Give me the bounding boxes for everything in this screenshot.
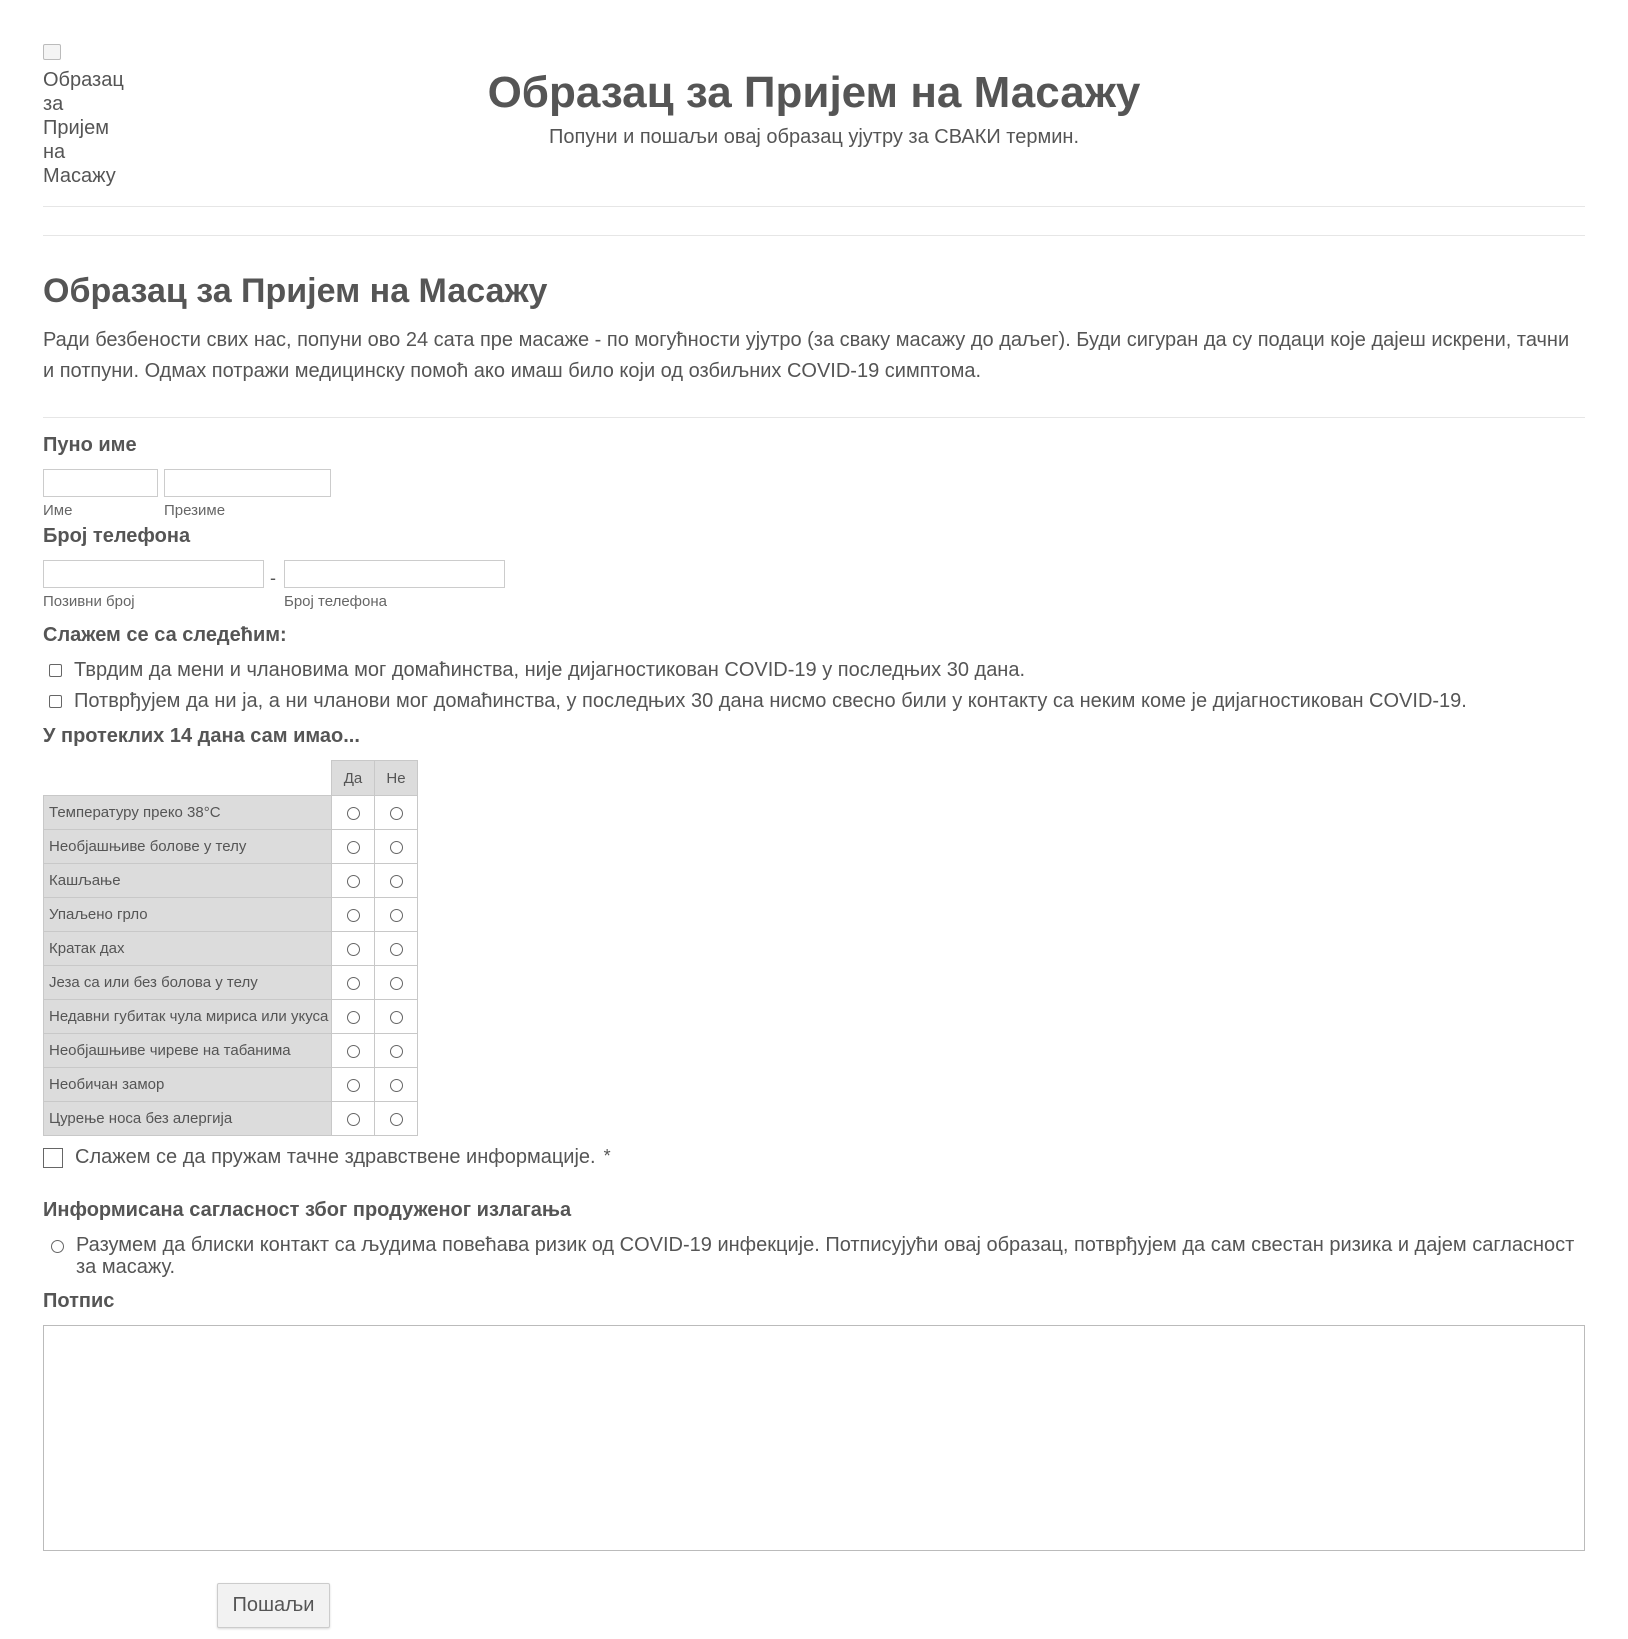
- last-name-sublabel: Презиме: [164, 502, 226, 519]
- matrix-col-no: Не: [375, 761, 418, 796]
- matrix-row: [44, 1102, 418, 1136]
- radio-no[interactable]: [390, 841, 403, 854]
- radio-yes[interactable]: [347, 1045, 360, 1058]
- agree-item-1-checkbox[interactable]: [49, 664, 62, 677]
- matrix-row-label: Недавни губитак чула мириса или укуса: [44, 1000, 332, 1034]
- radio-no[interactable]: [390, 875, 403, 888]
- matrix-cell-yes: [332, 864, 375, 898]
- matrix-cell-yes: [332, 830, 375, 864]
- divider: [43, 207, 1585, 236]
- symptoms-field: [43, 725, 1585, 1136]
- matrix-cell-yes: [332, 966, 375, 1000]
- matrix-row: [44, 830, 418, 864]
- matrix-row-label: Необјашњиве чиреве на табанима: [44, 1034, 332, 1068]
- phone-field: [43, 525, 1585, 610]
- matrix-cell-no: [375, 932, 418, 966]
- matrix-corner: [44, 761, 332, 796]
- radio-no[interactable]: [390, 1079, 403, 1092]
- signature-pad[interactable]: [43, 1325, 1585, 1551]
- agree-label: Слажем се са следећим:: [43, 624, 287, 646]
- matrix-cell-yes: [332, 932, 375, 966]
- radio-no[interactable]: [390, 1011, 403, 1024]
- phone-label: Број телефона: [43, 525, 191, 547]
- matrix-cell-yes: [332, 1034, 375, 1068]
- matrix-cell-yes: [332, 796, 375, 830]
- matrix-cell-no: [375, 1000, 418, 1034]
- consent-option[interactable]: [51, 1234, 1585, 1278]
- matrix-cell-no: [375, 796, 418, 830]
- broken-image-icon: [43, 44, 61, 60]
- matrix-row: [44, 796, 418, 830]
- consent-radio[interactable]: [51, 1240, 64, 1253]
- radio-no[interactable]: [390, 1113, 403, 1126]
- matrix-cell-no: [375, 864, 418, 898]
- matrix-col-yes: Да: [332, 761, 375, 796]
- matrix-row: [44, 1034, 418, 1068]
- matrix-cell-no: [375, 1102, 418, 1136]
- symptoms-label: У протеклих 14 дана сам имао...: [43, 725, 360, 747]
- matrix-cell-yes: [332, 1068, 375, 1102]
- radio-yes[interactable]: [347, 875, 360, 888]
- radio-no[interactable]: [390, 977, 403, 990]
- matrix-row: [44, 864, 418, 898]
- signature-field: [43, 1290, 1585, 1551]
- matrix-row-label: Кашљање: [44, 864, 332, 898]
- matrix-cell-yes: [332, 898, 375, 932]
- full-name-field: [43, 434, 1585, 519]
- matrix-cell-no: [375, 1034, 418, 1068]
- radio-yes[interactable]: [347, 943, 360, 956]
- matrix-row: [44, 966, 418, 1000]
- matrix-cell-no: [375, 898, 418, 932]
- last-name-input[interactable]: [164, 469, 331, 497]
- radio-yes[interactable]: [347, 1113, 360, 1126]
- symptoms-matrix: [43, 760, 418, 1136]
- phone-number-input[interactable]: [284, 560, 505, 588]
- matrix-row: [44, 1000, 418, 1034]
- area-code-sublabel: Позивни број: [43, 593, 135, 610]
- radio-yes[interactable]: [347, 1079, 360, 1092]
- submit-button[interactable]: Пошаљи: [217, 1583, 330, 1628]
- matrix-row-label: Цурење носа без алергија: [44, 1102, 332, 1136]
- header-subtitle: Попуни и пошаљи овај образац ујутру за СВАКИ термин.: [548, 126, 1079, 148]
- matrix-cell-yes: [332, 1102, 375, 1136]
- consent-text: Разумем да блиски контакт са људима повећава ризик од COVID-19 инфекције. Потписујући овај образац, потврђујем да сам свестан ризика и дајем сагласност за масажу.: [76, 1234, 1575, 1278]
- radio-no[interactable]: [390, 1045, 403, 1058]
- radio-yes[interactable]: [347, 841, 360, 854]
- required-mark: *: [603, 1146, 611, 1166]
- matrix-cell-no: [375, 966, 418, 1000]
- matrix-row: [44, 932, 418, 966]
- matrix-row-label: Кратак дах: [44, 932, 332, 966]
- radio-yes[interactable]: [347, 1011, 360, 1024]
- matrix-row-label: Језа са или без болова у телу: [44, 966, 332, 1000]
- matrix-row-label: Необичан замор: [44, 1068, 332, 1102]
- health-agree[interactable]: [43, 1146, 1585, 1169]
- agree-section: [43, 624, 1585, 713]
- matrix-row: [44, 898, 418, 932]
- health-agree-text: Слажем се да пружам тачне здравствене информације.: [75, 1146, 596, 1168]
- area-code-input[interactable]: [43, 560, 264, 588]
- matrix-row-label: Необјашњиве болове у телу: [44, 830, 332, 864]
- first-name-sublabel: Име: [43, 502, 73, 519]
- matrix-cell-yes: [332, 1000, 375, 1034]
- radio-no[interactable]: [390, 807, 403, 820]
- phone-separator: -: [270, 568, 276, 588]
- radio-yes[interactable]: [347, 909, 360, 922]
- agree-item-1-text: Тврдим да мени и члановима мог домаћинства, није дијагностикован COVID-19 у последњих 30 дана.: [74, 659, 1026, 681]
- form-intro: Ради безбености свих нас, попуни ово 24 сата пре масаже - по могућности ујутро (за сваку масажу до даљег). Буди сигуран да су подаци које дајеш искрени, тачни и потпуни. Одмах потражи медицинску помоћ ако имаш било који од озбиљних COVID-19 симптома.: [43, 325, 1585, 418]
- full-name-label: Пуно име: [43, 434, 137, 456]
- consent-field: [43, 1199, 1585, 1278]
- agree-item-2[interactable]: [49, 690, 1585, 713]
- matrix-row-label: Упаљено грло: [44, 898, 332, 932]
- signature-label: Потпис: [43, 1290, 115, 1312]
- radio-no[interactable]: [390, 909, 403, 922]
- matrix-cell-no: [375, 1068, 418, 1102]
- radio-yes[interactable]: [347, 807, 360, 820]
- form-header: [43, 0, 1585, 207]
- form-title: Образац за Пријем на Масажу: [43, 272, 548, 310]
- health-agree-checkbox[interactable]: [43, 1148, 63, 1168]
- agree-item-2-text: Потврђујем да ни ја, а ни чланови мог домаћинства, у последњих 30 дана нисмо свесно били у контакту са неким коме је дијагностикован COVID-19.: [74, 690, 1467, 712]
- logo-alt-text: Образац за Пријем на Масажу: [43, 69, 124, 187]
- phone-number-sublabel: Број телефона: [284, 593, 387, 610]
- matrix-row-label: Температуру преко 38°C: [44, 796, 332, 830]
- consent-label: Информисана сагласност због продуженог излагања: [43, 1199, 572, 1221]
- first-name-input[interactable]: [43, 469, 158, 497]
- agree-item-2-checkbox[interactable]: [49, 695, 62, 708]
- radio-no[interactable]: [390, 943, 403, 956]
- matrix-row: [44, 1068, 418, 1102]
- header-title: Образац за Пријем на Масажу: [487, 68, 1141, 117]
- agree-item-1[interactable]: [49, 659, 1585, 682]
- matrix-cell-no: [375, 830, 418, 864]
- radio-yes[interactable]: [347, 977, 360, 990]
